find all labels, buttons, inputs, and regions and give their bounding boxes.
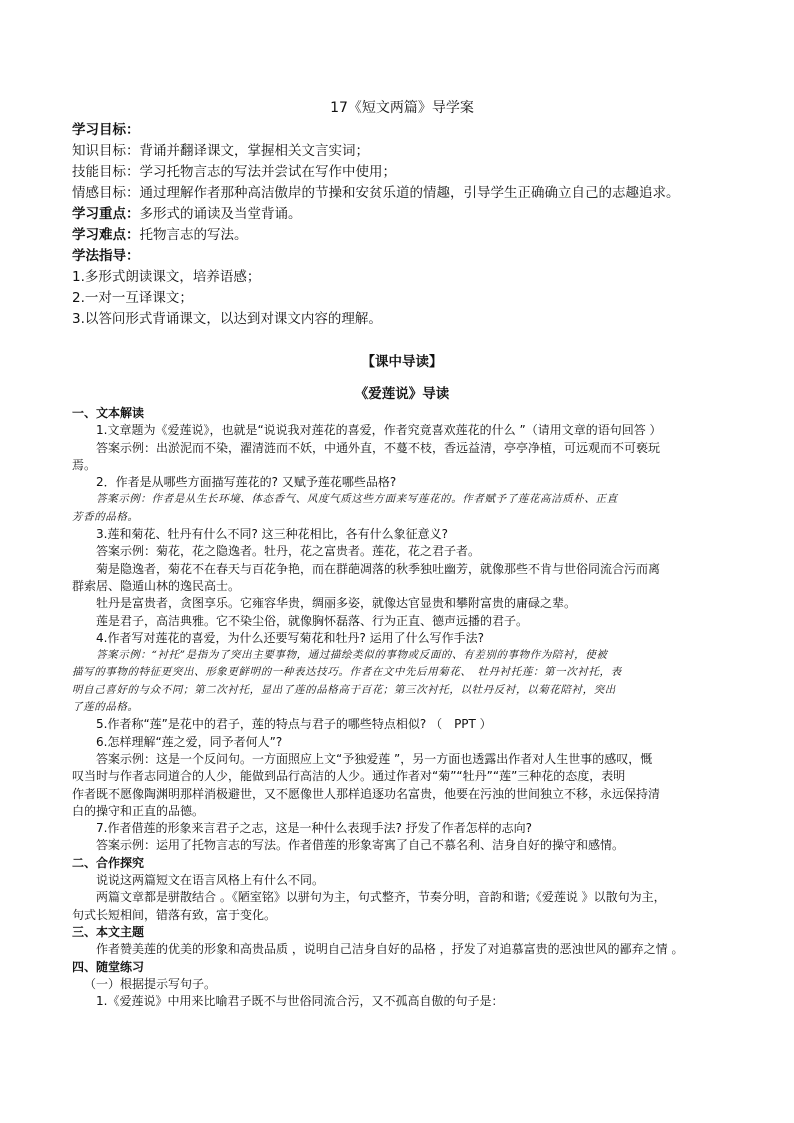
sub-title: 《爱莲说》导读 [354,386,450,402]
answer-1-cont: 焉。 [72,457,97,472]
answer-3-ju-cont: 群索居、隐遁山林的逸民高士。 [72,578,241,593]
method-heading: 学法指导： [72,248,140,264]
objectives-section [72,98,732,330]
question-5: 5.作者称“莲”是花中的君子，莲的特点与君子的哪些特点相似? （ PPT ） [96,717,492,732]
page-title: 17《短文两篇》导学案 [330,100,474,116]
answer-6-line-3: 作者既不愿像陶渊明那样消极避世，又不愿像世人那样追逐功名富贵，他要在污浊的世间独立不移，永远保持清 [72,786,661,801]
question-4: 4.作者写对莲花的喜爱，为什么还要写菊花和牡丹? 运用了什么写作手法? [96,630,485,645]
answer-3: 答案示例：菊花，花之隐逸者。牡丹，花之富贵者。莲花，花之君子者。 [96,544,481,559]
answer-4-line-2: 描写的事物的特征更突出、形象更鲜明的一种表达技巧。作者在文中先后用菊花、 牡丹衬托莲：第一次衬托，表 [72,666,622,679]
reading-guide-body [72,405,732,1010]
answer-3-mu: 牡丹是富贵者，贪图享乐。它雍容华贵，绸丽多姿，就像达官显贵和攀附富贵的庸碌之辈。 [96,596,577,611]
section-4-sub: （一）根据提示写句子。 [84,976,217,991]
section-3-heading: 三、本文主题 [72,924,145,939]
answer-4-line-3: 明自己喜好的与众不同；第二次衬托，显出了莲的品格高于百花；第三次衬托，以牡丹反衬，以菊花陪衬，突出 [72,683,616,696]
answer-6-line-4: 白的操守和正直的品德。 [72,803,205,818]
question-2: 2．作者是从哪些方面描写莲花的? 又赋予莲花哪些品格? [96,475,397,490]
objectives-heading: 学习目标： [72,122,140,138]
answer-2-cont: 芳香的品格。 [72,510,139,523]
section-2-answer: 两篇文章都是骈散结合 。《陋室铭》以骈句为主，句式整齐，节奏分明，音韵和谐;《爱莲说 》以散句为主， [96,890,666,905]
answer-1: 答案示例：出淤泥而不染，濯清涟而不妖，中通外直，不蔓不枝，香远益清，亭亭净植，可远观而不可亵玩 [96,440,661,455]
section-2-heading: 二、合作探究 [72,855,145,870]
difficulty: 学习难点：托物言志的写法。 [72,227,248,243]
class-guide-heading: 【课中导读】 [361,354,443,370]
question-6: 6.怎样理解“莲之爱，同予者何人”? [96,734,283,749]
question-7: 7.作者借莲的形象来言君子之志，这是一种什么表现手法? 抒发了作者怎样的志向? [96,821,533,836]
section-4-question-1: 1.《爱莲说》中用来比喻君子既不与世俗同流合污，又不孤高自傲的句子是： [96,994,504,1009]
skill-objective: 技能目标：学习托物言志的写法并尝试在写作中使用； [72,164,396,180]
knowledge-objective: 知识目标：背诵并翻译课文，掌握相关文言实词； [72,143,369,159]
method-item-3: 3.以答问形式背诵课文，以达到对课文内容的理解。 [72,311,382,327]
emotion-objective: 情感目标：通过理解作者那种高洁傲岸的节操和安贫乐道的情趣，引导学生正确确立自己的志趣追求。 [72,185,680,201]
section-1-heading: 一、文本解读 [72,406,145,420]
class-guide-block [72,351,732,405]
answer-6-line-2: 叹当时与作者志同道合的人少，能做到品行高洁的人少。通过作者对“菊”“牡丹”“莲”三种花的态度，表明 [72,769,626,784]
section-2-answer-cont: 句式长短相间，错落有致，富于变化。 [72,907,277,922]
answer-2: 答案示例：作者是从生长环境、体态香气、风度气质这些方面来写莲花的。作者赋予了莲花高洁质朴、正直 [96,493,618,506]
method-item-1: 1.多形式朗读课文，培养语感； [72,269,261,285]
question-1: 1.文章题为《爱莲说》，也就是“说说我对莲花的喜爱，作者究竟喜欢莲花的什么 ”（请用文章的语句回答 ） [96,423,662,438]
question-3: 3.莲和菊花、牡丹有什么不同? 这三种花相比，各有什么象征意义? [96,527,449,542]
answer-7: 答案示例：运用了托物言志的写法。作者借莲的形象寄寓了自己不慕名利、洁身自好的操守和感情。 [96,838,625,853]
section-4-heading: 四、随堂练习 [72,959,145,974]
section-3-text: 作者赞美莲的优美的形象和高贵品质 ，说明自己洁身自好的品格 ，抒发了对追慕富贵的恶浊世风的鄙弃之情 。 [96,942,684,957]
answer-6: 答案示例：这是一个反问句。一方面照应上文“予独爱莲 ”，另一方面也透露出作者对人生世事的感叹，慨 [96,751,653,766]
answer-3-lian: 莲是君子，高洁典雅。它不染尘俗，就像胸怀磊落、行为正直、德声远播的君子。 [96,613,529,628]
key-point: 学习重点：多形式的诵读及当堂背诵。 [72,206,302,222]
method-item-2: 2.一对一互译课文； [72,290,193,306]
answer-4: 答案示例：“衬托”是指为了突出主要事物，通过描绘类似的事物或反面的、有差别的事物作为陪衬，使被 [96,649,608,662]
section-2-question: 说说这两篇短文在语言风格上有什么不同。 [96,873,325,888]
answer-3-ju: 菊是隐逸者，菊花不在春天与百花争艳，而在群葩凋落的秋季独吐幽芳，就像那些不肯与世俗同流合污而离 [96,561,661,576]
answer-4-line-4: 了莲的品格。 [72,701,139,714]
